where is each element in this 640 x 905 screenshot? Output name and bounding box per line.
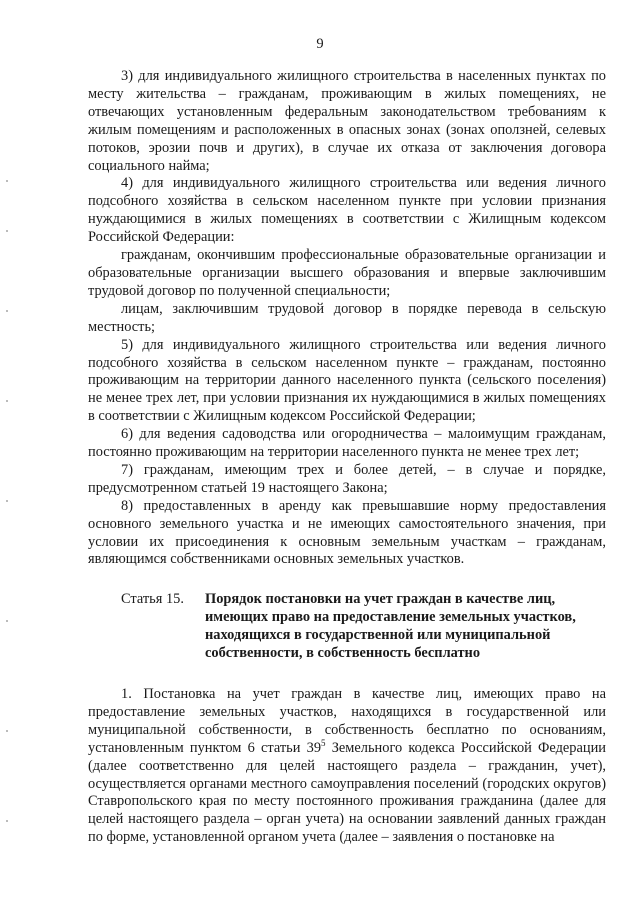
scan-margin-marks: [6, 170, 10, 870]
article-title: Порядок постановки на учет граждан в качестве лиц, имеющих право на предоставление земельных участков, находящихся в государственной или муниципальной собственности, в собственность бесплатно: [205, 591, 576, 662]
page-number: 9: [316, 36, 324, 52]
paragraph-item-3: 3) для индивидуального жилищного строительства в населенных пунктах по месту жительства – гражданам, проживающим в жилых помещениях, не отвечающих установленным федеральным законодательством требованиям к жилым помещениям и расположенных в опасных зонах (зонах оползней, селевых потоков, эрозии почв и других), в случае их отказа от заключения договора социального найма;: [88, 68, 606, 174]
paragraph-item-5: 5) для индивидуального жилищного строительства или ведения личного подсобного хозяйства в сельском населенном пункте – гражданам, постоянно проживающим на территории данного населенного пункта (сельского поселения) не менее трех лет, при условии признания их нуждающимися в жилых помещениях в соответствии с Жилищным кодексом Российской Федерации;: [88, 336, 606, 425]
paragraph-item-8: 8) предоставленных в аренду как превышавшие норму предоставления основного земельного участка и не имеющих самостоятельного значения, при условии их присоединения к основным земельным участкам – гражданам, являющимся собственниками основных земельных участков.: [88, 497, 606, 568]
paragraph-item-6: 6) для ведения садоводства или огородничества – малоимущим гражданам, постоянно проживающим на территории населенного пункта не менее трех лет;: [88, 426, 606, 461]
paragraph-graduates: гражданам, окончившим профессиональные образовательные организации и образовательные организации высшего образования и впервые заключившим трудовой договор по полученной специальности;: [88, 247, 606, 299]
article-paragraph-1-text: 1. Постановка на учет граждан в качестве лиц, имеющих право на предоставление земельных участков, находящихся в государственной или муниципальной собственности, в собственность бесплатно по основаниям, установленным пунктом 6 статьи 39: [88, 686, 606, 756]
article-paragraph-1-text-cont: Земельного кодекса Российской Федерации (далее соответственно для целей настоящего раздела – гражданин, учет), осуществляется органами местного самоуправления поселений (городских округов) Ставропольского края по месту постоянного проживания гражданина (далее для целей настоящего раздела – орган учета) на основании заявлений данных граждан по форме, установленной органом учета (далее – заявления о постановке на: [88, 739, 606, 846]
paragraph-transfer: лицам, заключившим трудовой договор в порядке перевода в сельскую местность;: [88, 300, 606, 335]
document-body: [88, 68, 606, 847]
article-reference-superscript: 5: [321, 737, 326, 748]
article-heading: [88, 591, 606, 663]
article-label: Статья 15.: [121, 591, 184, 608]
paragraph-item-7: 7) гражданам, имеющим трех и более детей, – в случае и порядке, предусмотренном статьей 19 настоящего Закона;: [88, 461, 606, 496]
article-paragraph-1: [88, 686, 606, 847]
paragraph-item-4: 4) для индивидуального жилищного строительства или ведения личного подсобного хозяйства в сельском населенном пункте при условии признания нуждающимися в жилых помещениях в соответствии с Жилищным кодексом Российской Федерации:: [88, 175, 606, 246]
